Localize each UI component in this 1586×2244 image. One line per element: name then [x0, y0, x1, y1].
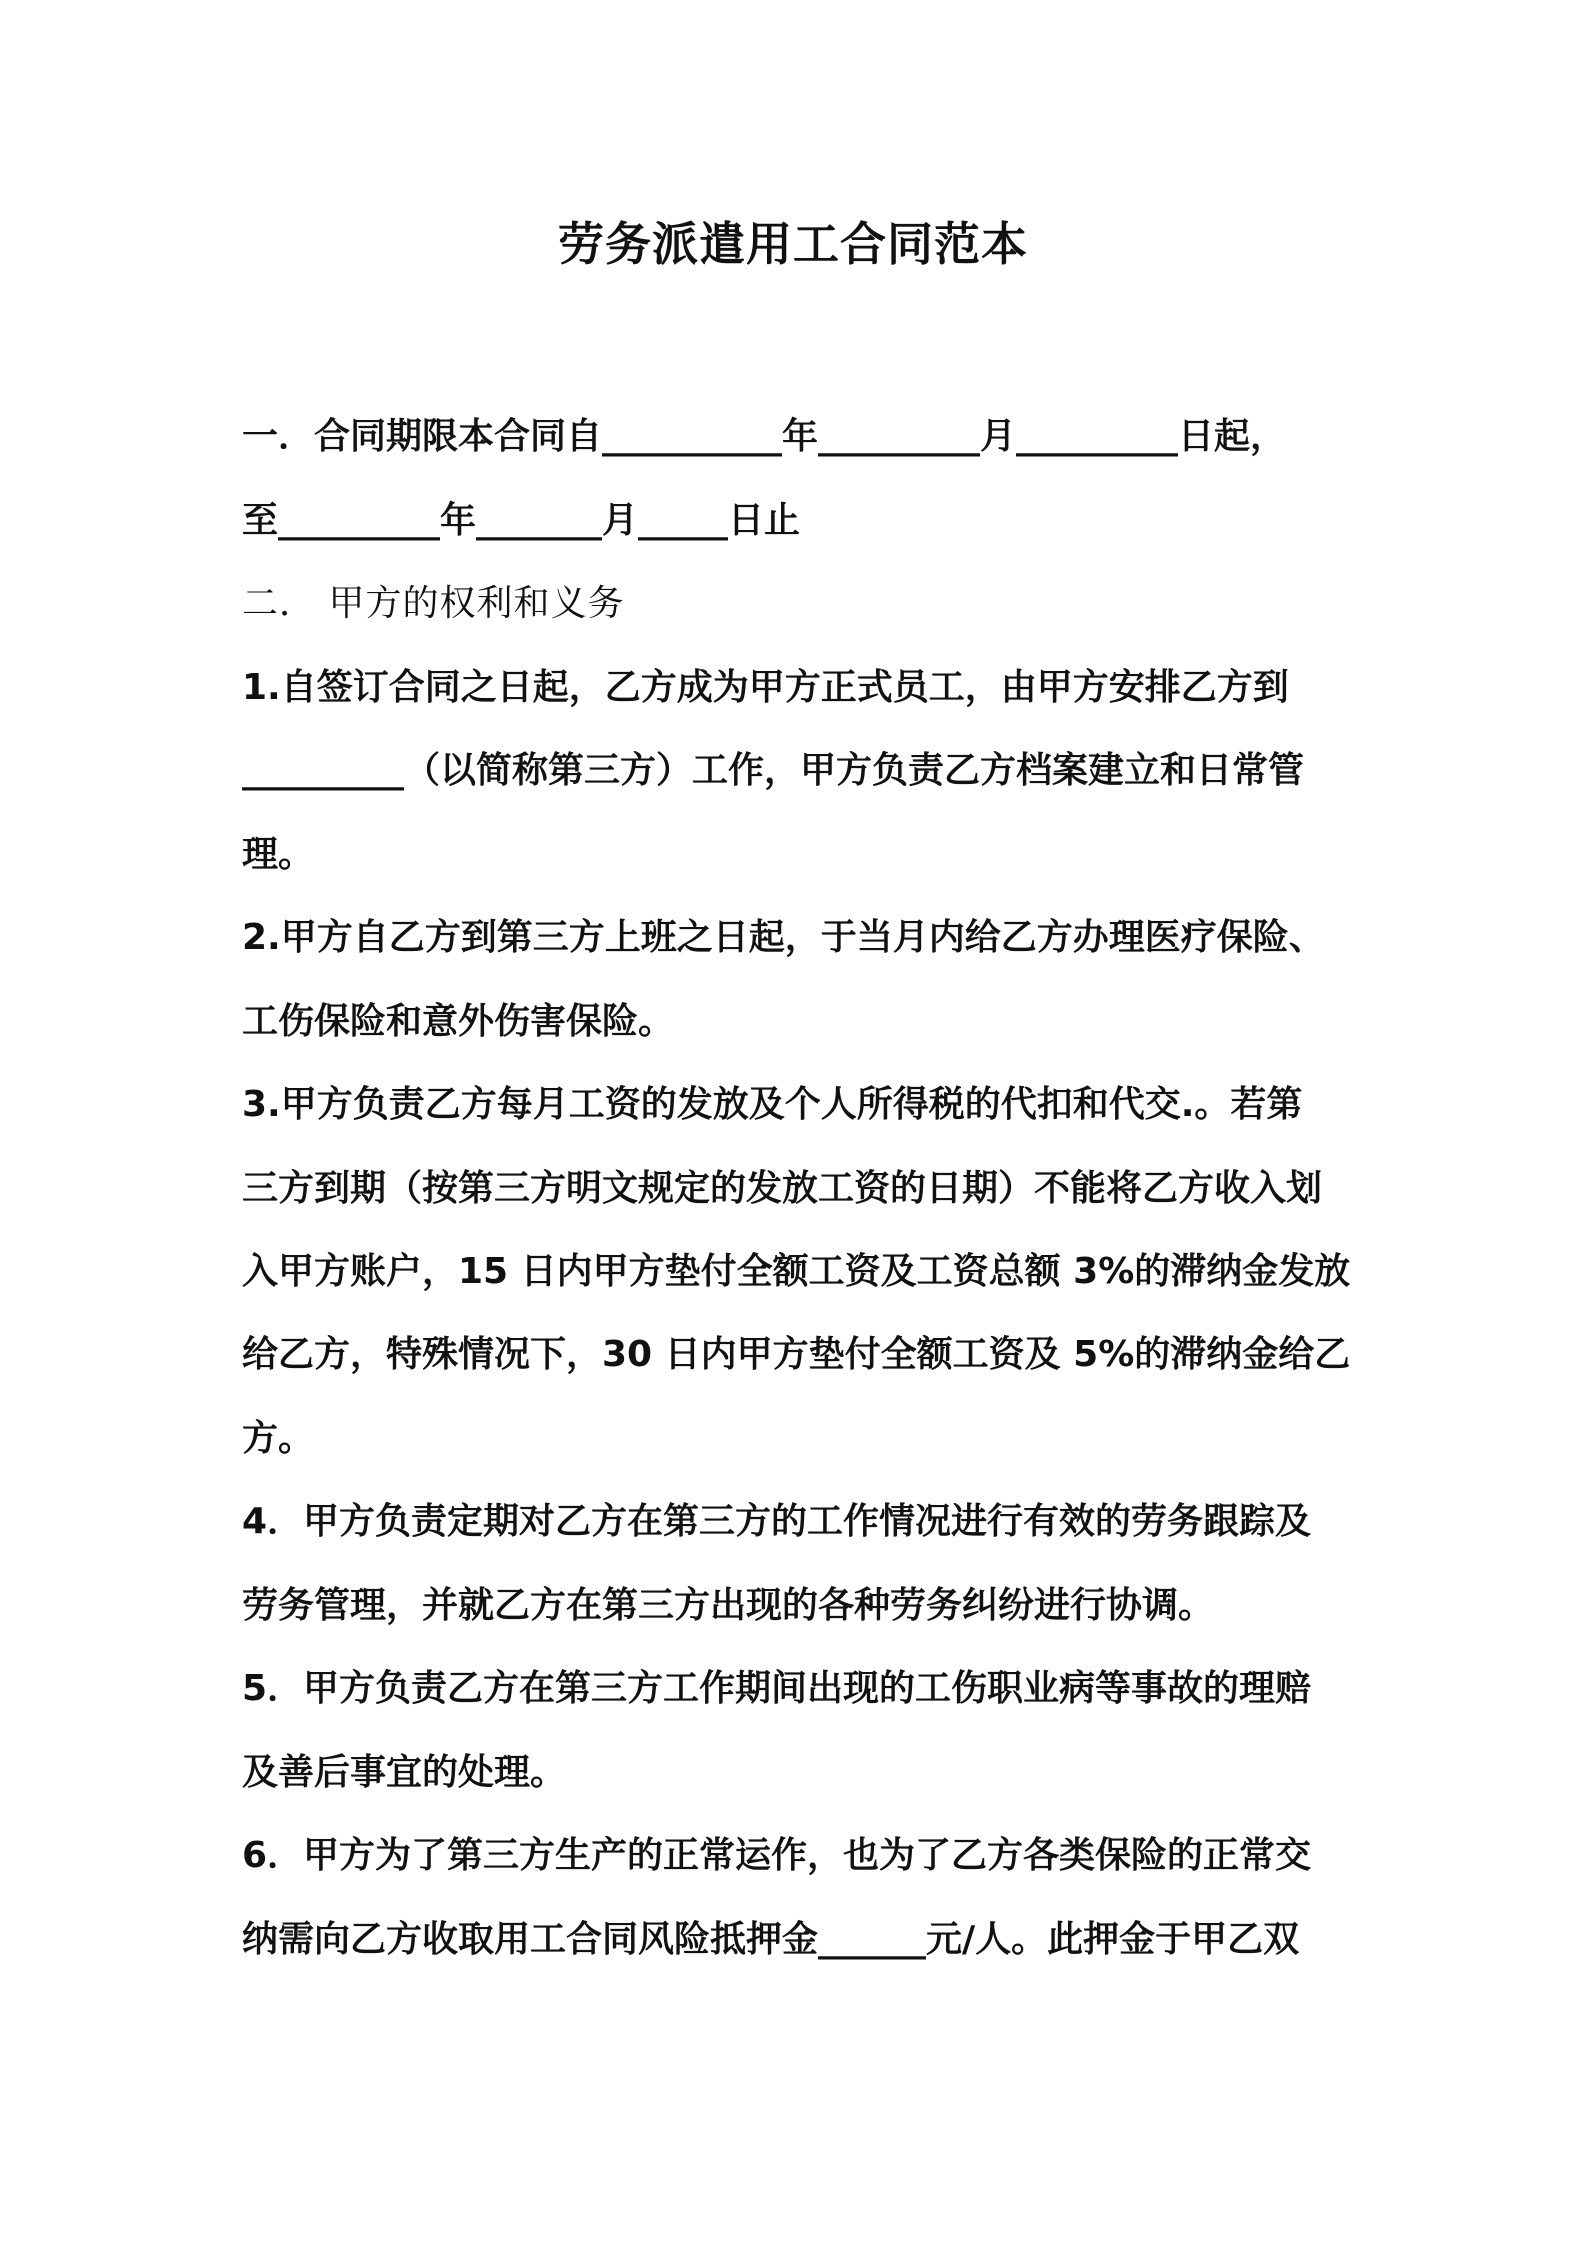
item-5-line-1: 5．甲方负责乙方在第三方工作期间出现的工伤职业病等事故的理赔	[242, 1668, 1312, 1709]
item-3-line-3: 入甲方账户，15 日内甲方垫付全额工资及工资总额 3%的滞纳金发放	[242, 1251, 1351, 1292]
item-5-line-2: 及善后事宜的处理。	[242, 1752, 567, 1793]
document-title: 劳务派遣用工合同范本	[558, 217, 1028, 271]
item-1-line-2: _________（以简称第三方）工作，甲方负责乙方档案建立和日常管	[242, 750, 1305, 791]
item-4-line-2: 劳务管理，并就乙方在第三方出现的各种劳务纠纷进行协调。	[242, 1585, 1215, 1626]
section-2-heading: 二． 甲方的权利和义务	[242, 583, 625, 624]
item-3-line-4: 给乙方，特殊情况下，30 日内甲方垫付全额工资及 5%的滞纳金给乙	[242, 1334, 1351, 1375]
item-2-line-2: 工伤保险和意外伤害保险。	[242, 1001, 675, 1042]
clause-1-line-2: 至_________年_______月_____日止	[242, 500, 800, 541]
item-1-line-3: 理。	[242, 834, 315, 875]
clause-1-line-1: 一．合同期限本合同自__________年_________月_________日起，	[242, 416, 1287, 457]
item-3-line-5: 方。	[242, 1418, 315, 1459]
item-3-line-2: 三方到期（按第三方明文规定的发放工资的日期）不能将乙方收入划	[242, 1168, 1323, 1209]
item-3-line-1: 3.甲方负责乙方每月工资的发放及个人所得税的代扣和代交.。若第	[242, 1084, 1303, 1125]
item-4-line-1: 4．甲方负责定期对乙方在第三方的工作情况进行有效的劳务跟踪及	[242, 1501, 1312, 1542]
item-6-line-1: 6．甲方为了第三方生产的正常运作，也为了乙方各类保险的正常交	[242, 1835, 1312, 1876]
item-2-line-1: 2.甲方自乙方到第三方上班之日起，于当月内给乙方办理医疗保险、	[242, 917, 1325, 958]
item-1-line-1: 1.自签订合同之日起，乙方成为甲方正式员工，由甲方安排乙方到	[242, 667, 1289, 708]
item-6-line-2: 纳需向乙方收取用工合同风险抵押金______元/人。此押金于甲乙双	[242, 1919, 1300, 1960]
